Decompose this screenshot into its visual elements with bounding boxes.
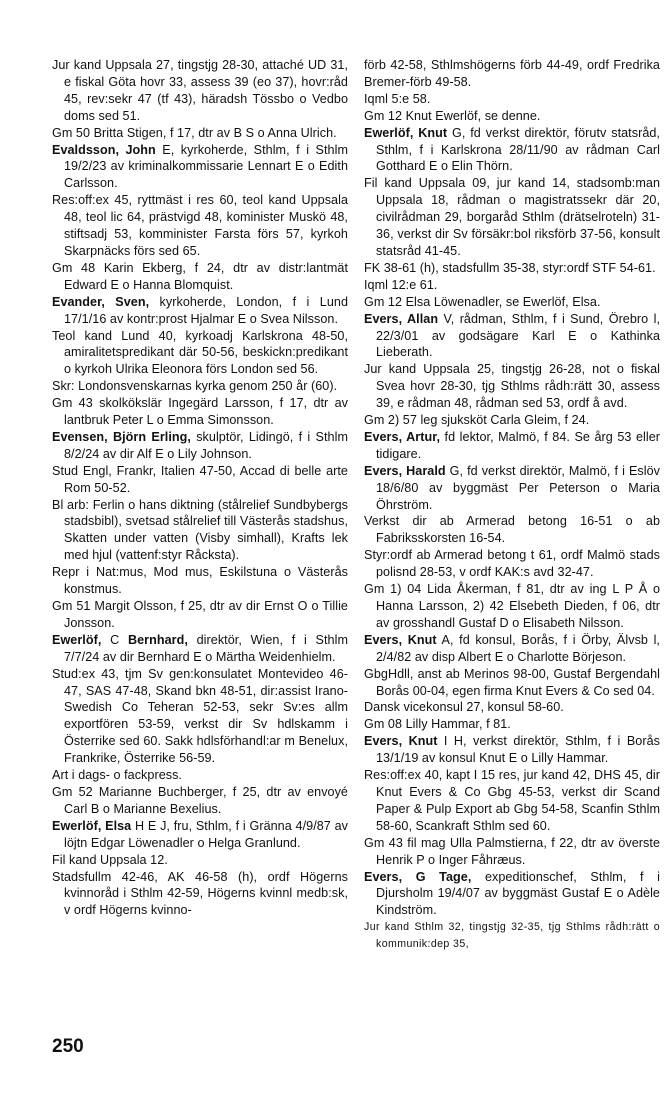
entry-name: Evers, Harald [364, 463, 446, 478]
entry-text: Jur kand Uppsala 27, tingstjg 28-30, attaché UD 31, e fiskal Göta hovr 33, assess 39 (eo 37), hovr:råd 45, rev:sekr 47 (tf 43), häradsh Tössbo o Vedbo doms sed 51. [52, 58, 348, 123]
entry-text: Stud Engl, Frankr, Italien 47-50, Accad di belle arte Rom 50-52. [52, 463, 348, 495]
entry-paragraph [364, 260, 660, 277]
entry-text: Fil kand Uppsala 12. [52, 852, 168, 867]
entry-text: Bl arb: Ferlin o hans diktning (stålrelief Sundbybergs stadsbibl), svetsad stålrelief till Västerås stadshus, Skatten under vatten (Visby simhall), Krafts lek med hjul (vattenf:styr Råcksta). [52, 497, 348, 563]
entry-paragraph [52, 784, 348, 818]
entry-name: Ewerlöf, Knut [364, 125, 448, 140]
entry-text: Gm 43 fil mag Ulla Palmstierna, f 22, dtr av överste Henrik P o Inger Fåhræus. [364, 835, 660, 867]
entry-paragraph [52, 260, 348, 294]
entry-paragraph [52, 328, 348, 379]
biography-entry [364, 311, 660, 362]
entry-paragraph [364, 581, 660, 632]
entry-paragraph [364, 108, 660, 125]
entry-text: expeditionschef, Sthlm, f i Djursholm 19/4/07 av byggmäst Gustaf E o Adèle Kindström. [376, 869, 660, 918]
entry-paragraph [364, 699, 660, 716]
entry-text: direktör, Wien, f i Sthlm 7/7/24 av dir Bernhard E o Märtha Weidenhielm. [64, 632, 348, 664]
entry-text: G, fd verkst direktör, förutv statsråd, Sthlm, f i Karlskrona 28/11/90 av rådman Carl Gotthard E o Elin Thörn. [376, 125, 660, 174]
entry-paragraph [364, 767, 660, 835]
biography-entry [52, 818, 348, 852]
entry-paragraph [52, 57, 348, 125]
right-column [364, 57, 660, 953]
entry-paragraph [52, 767, 348, 784]
entry-text: Res:off:ex 45, ryttmäst i res 60, teol kand Uppsala 48, teol lic 64, prästvigd 48, kominister Muskö 48, stiftsadj 53, komminister Farsta förs 57, kyrkoh Skarpnäcks förs sed 65. [52, 193, 348, 258]
biography-entry [364, 463, 660, 514]
entry-paragraph [364, 294, 660, 311]
entry-text: skulptör, Lidingö, f i Sthlm 8/2/24 av dir Alf E o Lily Johnson. [64, 429, 348, 461]
entry-text: Teol kand Lund 40, kyrkoadj Karlskrona 48-50, amiralitetspredikant där 50-56, beskickn:predikant o kyrkoh Ulrika Eleonora förs London sed 56. [52, 328, 348, 377]
entry-paragraph [52, 869, 348, 920]
entry-text: G, fd verkst direktör, Malmö, f i Eslöv 18/6/80 av byggmäst Per Peterson o Maria Öhrström. [376, 463, 660, 512]
biography-entry [364, 632, 660, 666]
entry-text: Gm 12 Knut Ewerlöf, se denne. [364, 108, 541, 123]
entry-text: Gm 48 Karin Ekberg, f 24, dtr av distr:lantmät Edward E o Hanna Blomquist. [52, 260, 348, 292]
entry-paragraph [52, 395, 348, 429]
entry-name: Evers, Artur, [364, 429, 441, 444]
entry-paragraph [52, 852, 348, 869]
entry-text: Gm 12 Elsa Löwenadler, se Ewerlöf, Elsa. [364, 294, 601, 309]
entry-text: Stadsfullm 42-46, AK 46-58 (h), ordf Högerns kvinnoråd i Sthlm 42-59, Högerns kvinnl medb:sk, v ordf Högerns kvinno- [52, 869, 348, 918]
entry-name: Evers, Knut [364, 632, 437, 647]
entry-text: Skr: Londonsvenskarnas kyrka genom 250 år (60). [52, 379, 338, 394]
entry-text: Art i dags- o fackpress. [52, 768, 182, 783]
entry-paragraph [52, 192, 348, 260]
biography-entry [52, 294, 348, 328]
entry-text: Iqml 5:e 58. [364, 91, 431, 106]
entry-text: Dansk vicekonsul 27, konsul 58-60. [364, 700, 564, 715]
entry-paragraph [364, 513, 660, 547]
entry-text: E, kyrkoherde, Sthlm, f i Sthlm 19/2/23 av kriminalkommissarie Lennart E o Edith Carlsson. [64, 142, 348, 191]
entry-paragraph [52, 497, 348, 565]
biography-entry [364, 429, 660, 463]
entry-text: GbgHdll, anst ab Merinos 98-00, Gustaf Bergendahl Borås 00-04, egen firma Knut Evers & Co sed 04. [364, 666, 660, 698]
biography-entry [364, 733, 660, 767]
entry-text: förb 42-58, Sthlmshögerns förb 44-49, ordf Fredrika Bremer-förb 49-58. [364, 58, 660, 89]
entry-text: kyrkoherde, London, f i Lund 17/1/16 av kontr:prost Hjalmar E o Svea Nilsson. [64, 294, 348, 326]
entry-name: Evensen, Björn Erling, [52, 429, 191, 444]
entry-paragraph [364, 412, 660, 429]
entry-text: Gm 43 skolkökslär Ingegärd Larsson, f 17, dtr av lantbruk Peter L o Emma Simonsson. [52, 396, 348, 428]
entry-text: Gm 52 Marianne Buchberger, f 25, dtr av envoyé Carl B o Marianne Bexelius. [52, 784, 348, 816]
entry-text: Jur kand Uppsala 25, tingstjg 26-28, not o fiskal Svea hovr 28-30, tjg Sthlms rådh:rätt 30, assess 39, e rådman 48, rådman sed 53, ordf å avd. [364, 362, 660, 411]
entry-text: Gm 2) 57 leg sjuksköt Carla Gleim, f 24. [364, 413, 590, 428]
entry-paragraph [364, 175, 660, 260]
biography-entry [52, 632, 348, 666]
entry-name: Evers, Knut [364, 734, 438, 749]
entry-text: Gm 08 Lilly Hammar, f 81. [364, 717, 511, 732]
entry-paragraph [52, 666, 348, 767]
entry-text: Styr:ordf ab Armerad betong t 61, ordf Malmö stads polisnd 28-53, v ordf KAK:s avd 32-47. [364, 548, 660, 580]
entry-paragraph [364, 835, 660, 869]
entry-text: Gm 1) 04 Lida Åkerman, f 81, dtr av ing L P Å o Hanna Larsson, 2) 42 Elsebeth Dieden, f 06, dtr av grosshandl Gustaf D o Elisabeth Nilsson. [364, 582, 660, 630]
entry-text: Iqml 12:e 61. [364, 277, 438, 292]
entry-paragraph [52, 463, 348, 497]
biography-entry [52, 429, 348, 463]
biography-entry [364, 125, 660, 176]
entry-paragraph [52, 564, 348, 598]
entry-text: fd lektor, Malmö, f 84. Se årg 53 eller tidigare. [376, 429, 660, 461]
entry-text: Res:off:ex 40, kapt I 15 res, jur kand 42, DHS 45, dir Knut Evers & Co Gbg 45-53, verkst dir Scand Paper & Pulp Export ab Gbg 54-58, Scanfin Sthlm 58-60, Scankraft Sthlm sed 60. [364, 768, 660, 833]
entry-name: Evers, Allan [364, 311, 439, 326]
entry-name: Bernhard, [127, 632, 188, 647]
entry-name: Evers, G Tage, [364, 869, 472, 884]
entry-text: V, rådman, Sthlm, f i Sund, Örebro l, 22/3/01 av godsägare Karl E o Kathinka Lieberath. [376, 311, 660, 360]
entry-name: Ewerlöf, Elsa [52, 818, 132, 833]
entry-text: Fil kand Uppsala 09, jur kand 14, stadsomb:man Uppsala 18, rådman o magistratssekr där 20, civilrådman 29, borgaråd Sthlm (drätselroteln) 31-36, verkst dir Sv försäkr:bol riksförb 37-56, konsult statsråd 41-45. [364, 176, 660, 258]
entry-text: A, fd konsul, Borås, f i Örby, Älvsb l, 2/4/82 av disp Albert E o Charlotte Börjeson. [376, 632, 660, 664]
biography-entry [364, 869, 660, 920]
entry-text: Gm 50 Britta Stigen, f 17, dtr av B S o Anna Ulrich. [52, 125, 337, 140]
entry-paragraph [364, 277, 660, 294]
entry-text: FK 38-61 (h), stadsfullm 35-38, styr:ordf STF 54-61. [364, 260, 656, 275]
entry-text: C [101, 632, 128, 647]
entry-text: Stud:ex 43, tjm Sv gen:konsulatet Montevideo 46-47, SAS 47-48, Skand bkn 48-51, dir:assist Irano-Swedish Co Teheran 52-53, sekr Sv:es allm exportfören 53-59, verkst dir Sv hdlskamm i Österrike sed 60. Sakk hdlsförhandl:ar m Benelux, Frankrike, Österrike 56-59. [52, 666, 348, 766]
entry-paragraph [52, 378, 348, 395]
entry-paragraph [364, 91, 660, 108]
entry-paragraph [364, 547, 660, 581]
entry-text: H E J, fru, Sthlm, f i Gränna 4/9/87 av löjtn Edgar Löwenadler o Helga Granlund. [64, 818, 348, 850]
entry-paragraph [364, 666, 660, 700]
entry-paragraph [364, 57, 660, 91]
entry-name: Evaldsson, John [52, 142, 156, 157]
entry-name: Ewerlöf, [52, 632, 102, 647]
entry-paragraph [364, 919, 660, 953]
left-column [52, 57, 348, 919]
entry-name: Evander, Sven, [52, 294, 150, 309]
page-number: 250 [52, 1036, 84, 1057]
entry-paragraph [52, 598, 348, 632]
entry-text: Verkst dir ab Armerad betong 16-51 o ab Fabriksskorsten 16-54. [364, 514, 660, 546]
entry-text: Jur kand Sthlm 32, tingstjg 32-35, tjg Sthlms rådh:rätt o kommunik:dep 35, [364, 921, 660, 951]
entry-paragraph [364, 716, 660, 733]
biography-entry [52, 142, 348, 193]
entry-text: Repr i Nat:mus, Mod mus, Eskilstuna o Västerås konstmus. [52, 565, 348, 597]
entry-paragraph [52, 125, 348, 142]
entry-text: I H, verkst direktör, Sthlm, f i Borås 13/1/19 av konsul Knut E o Lilly Hammar. [376, 734, 660, 766]
entry-text: Gm 51 Margit Olsson, f 25, dtr av dir Ernst O o Tillie Jonsson. [52, 599, 348, 630]
entry-paragraph [364, 361, 660, 412]
